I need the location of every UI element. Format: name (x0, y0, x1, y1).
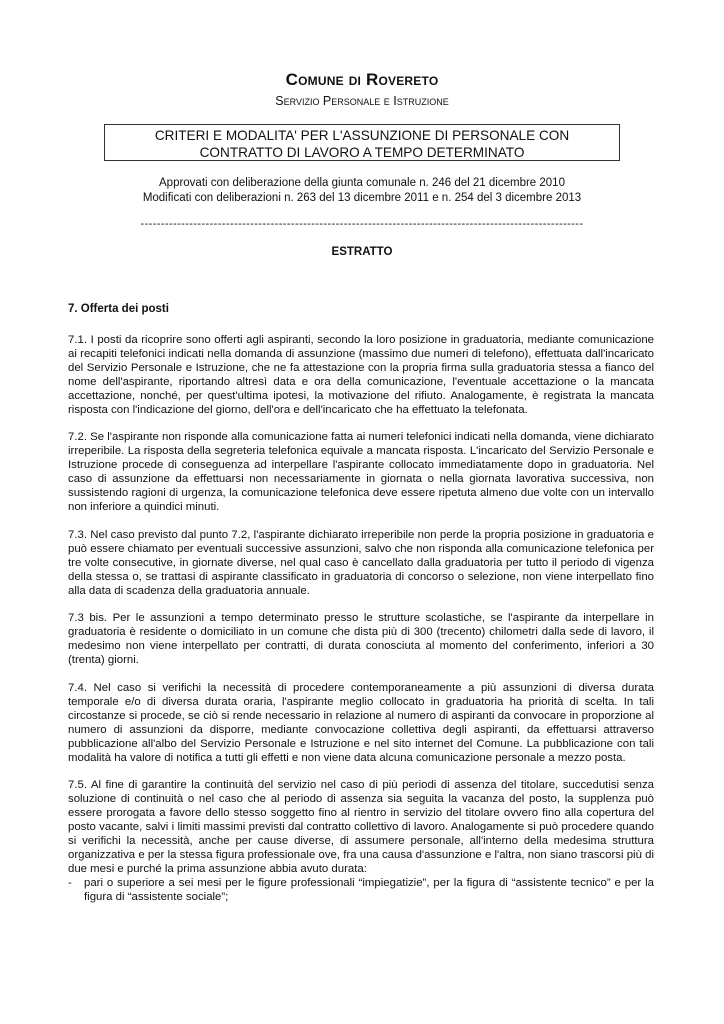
extract-label: ESTRATTO (331, 246, 393, 258)
paragraph-7-1: 7.1. I posti da ricoprire sono offerti agli aspiranti, secondo la loro posizione in graduatoria, mediante comunicazione ai recapiti telefonici indicati nella domanda di assunzione (massimo due numeri di telefono), effettuata dall'incaricato del Servizio Personale e Istruzione, che ne fa attestazione con la propria firma sulla graduatoria stessa a fianco del nome dell'aspirante, riportando altresì data e ora della comunicazione, l'eventuale accettazione o la mancata accettazione, nonché, per quest'ultima ipotesi, la motivazione del rifiuto. Analogamente, è registrata la mancata risposta con l'indicazione del giorno, dell'ora e dell'incaricato che ha effettuato la telefonata. (68, 334, 654, 416)
paragraph-7-3: 7.3. Nel caso previsto dal punto 7.2, l'aspirante dichiarato irreperibile non perde la propria posizione in graduatoria e può essere chiamato per eventuali successive assunzioni, salvo che non risponda alla comunicazione telefonica per tre volte consecutive, in giornate diverse, nel qual caso è cancellato dalla graduatoria per tutto il periodo di vigenza della stessa o, se trattasi di aspirante classificato in graduatoria di concorso o selezione, non viene interpellato fino alla data di scadenza della graduatoria annuale. (68, 528, 654, 597)
municipality-title: Comune di Rovereto (285, 70, 439, 89)
document-title-box (104, 124, 620, 161)
duration-list (68, 877, 654, 905)
paragraph-7-5: 7.5. Al fine di garantire la continuità del servizio nel caso di più periodi di assenza del titolare, succedutisi senza soluzione di continuità o nel caso che al periodo di assenza sia seguita la vacanza del posto, la supplenza può essere prorogata a favore dello stesso soggetto fino al rientro in servizio del titolare ovvero fino alla copertura del posto vacante, salvi i limiti massimi previsti dal contratto collettivo di lavoro. Analogamente si può procedere quando si verifichi la necessità, anche per cause diverse, di assumere personale, all'interno della medesima struttura organizzativa e per la stessa figura professionale ove, fra una causa d'assunzione e l'altra, non siano trascorsi più di due mesi e purché la prima assunzione abbia avuto durata: (68, 779, 654, 875)
approval-line-1: Approvati con deliberazione della giunta comunale n. 246 del 21 dicembre 2010 (159, 177, 565, 189)
paragraph-7-4: 7.4. Nel caso si verifichi la necessità di procedere contemporaneamente a più assunzioni di diversa durata temporale e/o di diversa durata oraria, l'aspirante meglio collocato in graduatoria ha priorità di scelta. In tali circostanze si procede, se ciò si rende necessario in relazione al numero di aspiranti da convocare in proporzione al numero di assunzioni da disporre, mediante convocazione collettiva degli aspiranti, da effettuarsi attraverso pubblicazione all'albo del Servizio Personale e Istruzione e nel sito internet del Comune. La pubblicazione con tali modalità ha valore di notifica a tutti gli effetti e non viene data alcuna comunicazione personale a mezzo posta. (68, 682, 654, 764)
approval-note (0, 176, 724, 206)
section-body (68, 334, 654, 905)
section-heading: 7. Offerta dei posti (68, 303, 169, 315)
list-item (68, 877, 654, 905)
paragraph-7-2: 7.2. Se l'aspirante non risponde alla comunicazione fatta ai numeri telefonici indicati nella domanda, viene dichiarato irreperibile. La risposta della segreteria telefonica equivale a mancata risposta. L'incaricato del Servizio Personale e Istruzione procede di conseguenza ad interpellare l'aspirante collocato immediatamente dopo in graduatoria. Nel caso di assunzione da effettuarsi non necessariamente in giornata o nella giornata lavorativa successiva, non sussistendo ragioni di urgenza, la comunicazione telefonica deve essere ripetuta almeno due volte con un intervallo non inferiore a quindici minuti. (68, 431, 654, 513)
department-subtitle: Servizio Personale e Istruzione (275, 94, 449, 108)
document-title-line-1: CRITERI E MODALITA' PER L'ASSUNZIONE DI PERSONALE CON (154, 128, 570, 143)
document-title-line-2: CONTRATTO DI LAVORO A TEMPO DETERMINATO (199, 145, 525, 160)
separator-line: ------------------------------------------------------------------------------------------------------------- (140, 218, 584, 230)
paragraph-7-3-bis: 7.3 bis. Per le assunzioni a tempo determinato presso le strutture scolastiche, se l'aspirante da interpellare in graduatoria è residente o domiciliato in un comune che dista più di 300 (trecento) chilometri dalla sede di lavoro, il medesimo non viene interpellato per contratti, di durata conosciuta al momento del conferimento, inferiori a 30 (trenta) giorni. (68, 612, 654, 667)
list-bullet: - (68, 876, 72, 889)
list-item-text: pari o superiore a sei mesi per le figure professionali “impiegatizie”, per la figura di “assistente tecnico” e per la figura di “assistente sociale”; (84, 876, 654, 903)
approval-line-2: Modificati con deliberazioni n. 263 del 13 dicembre 2011 e n. 254 del 3 dicembre 2013 (142, 192, 582, 204)
